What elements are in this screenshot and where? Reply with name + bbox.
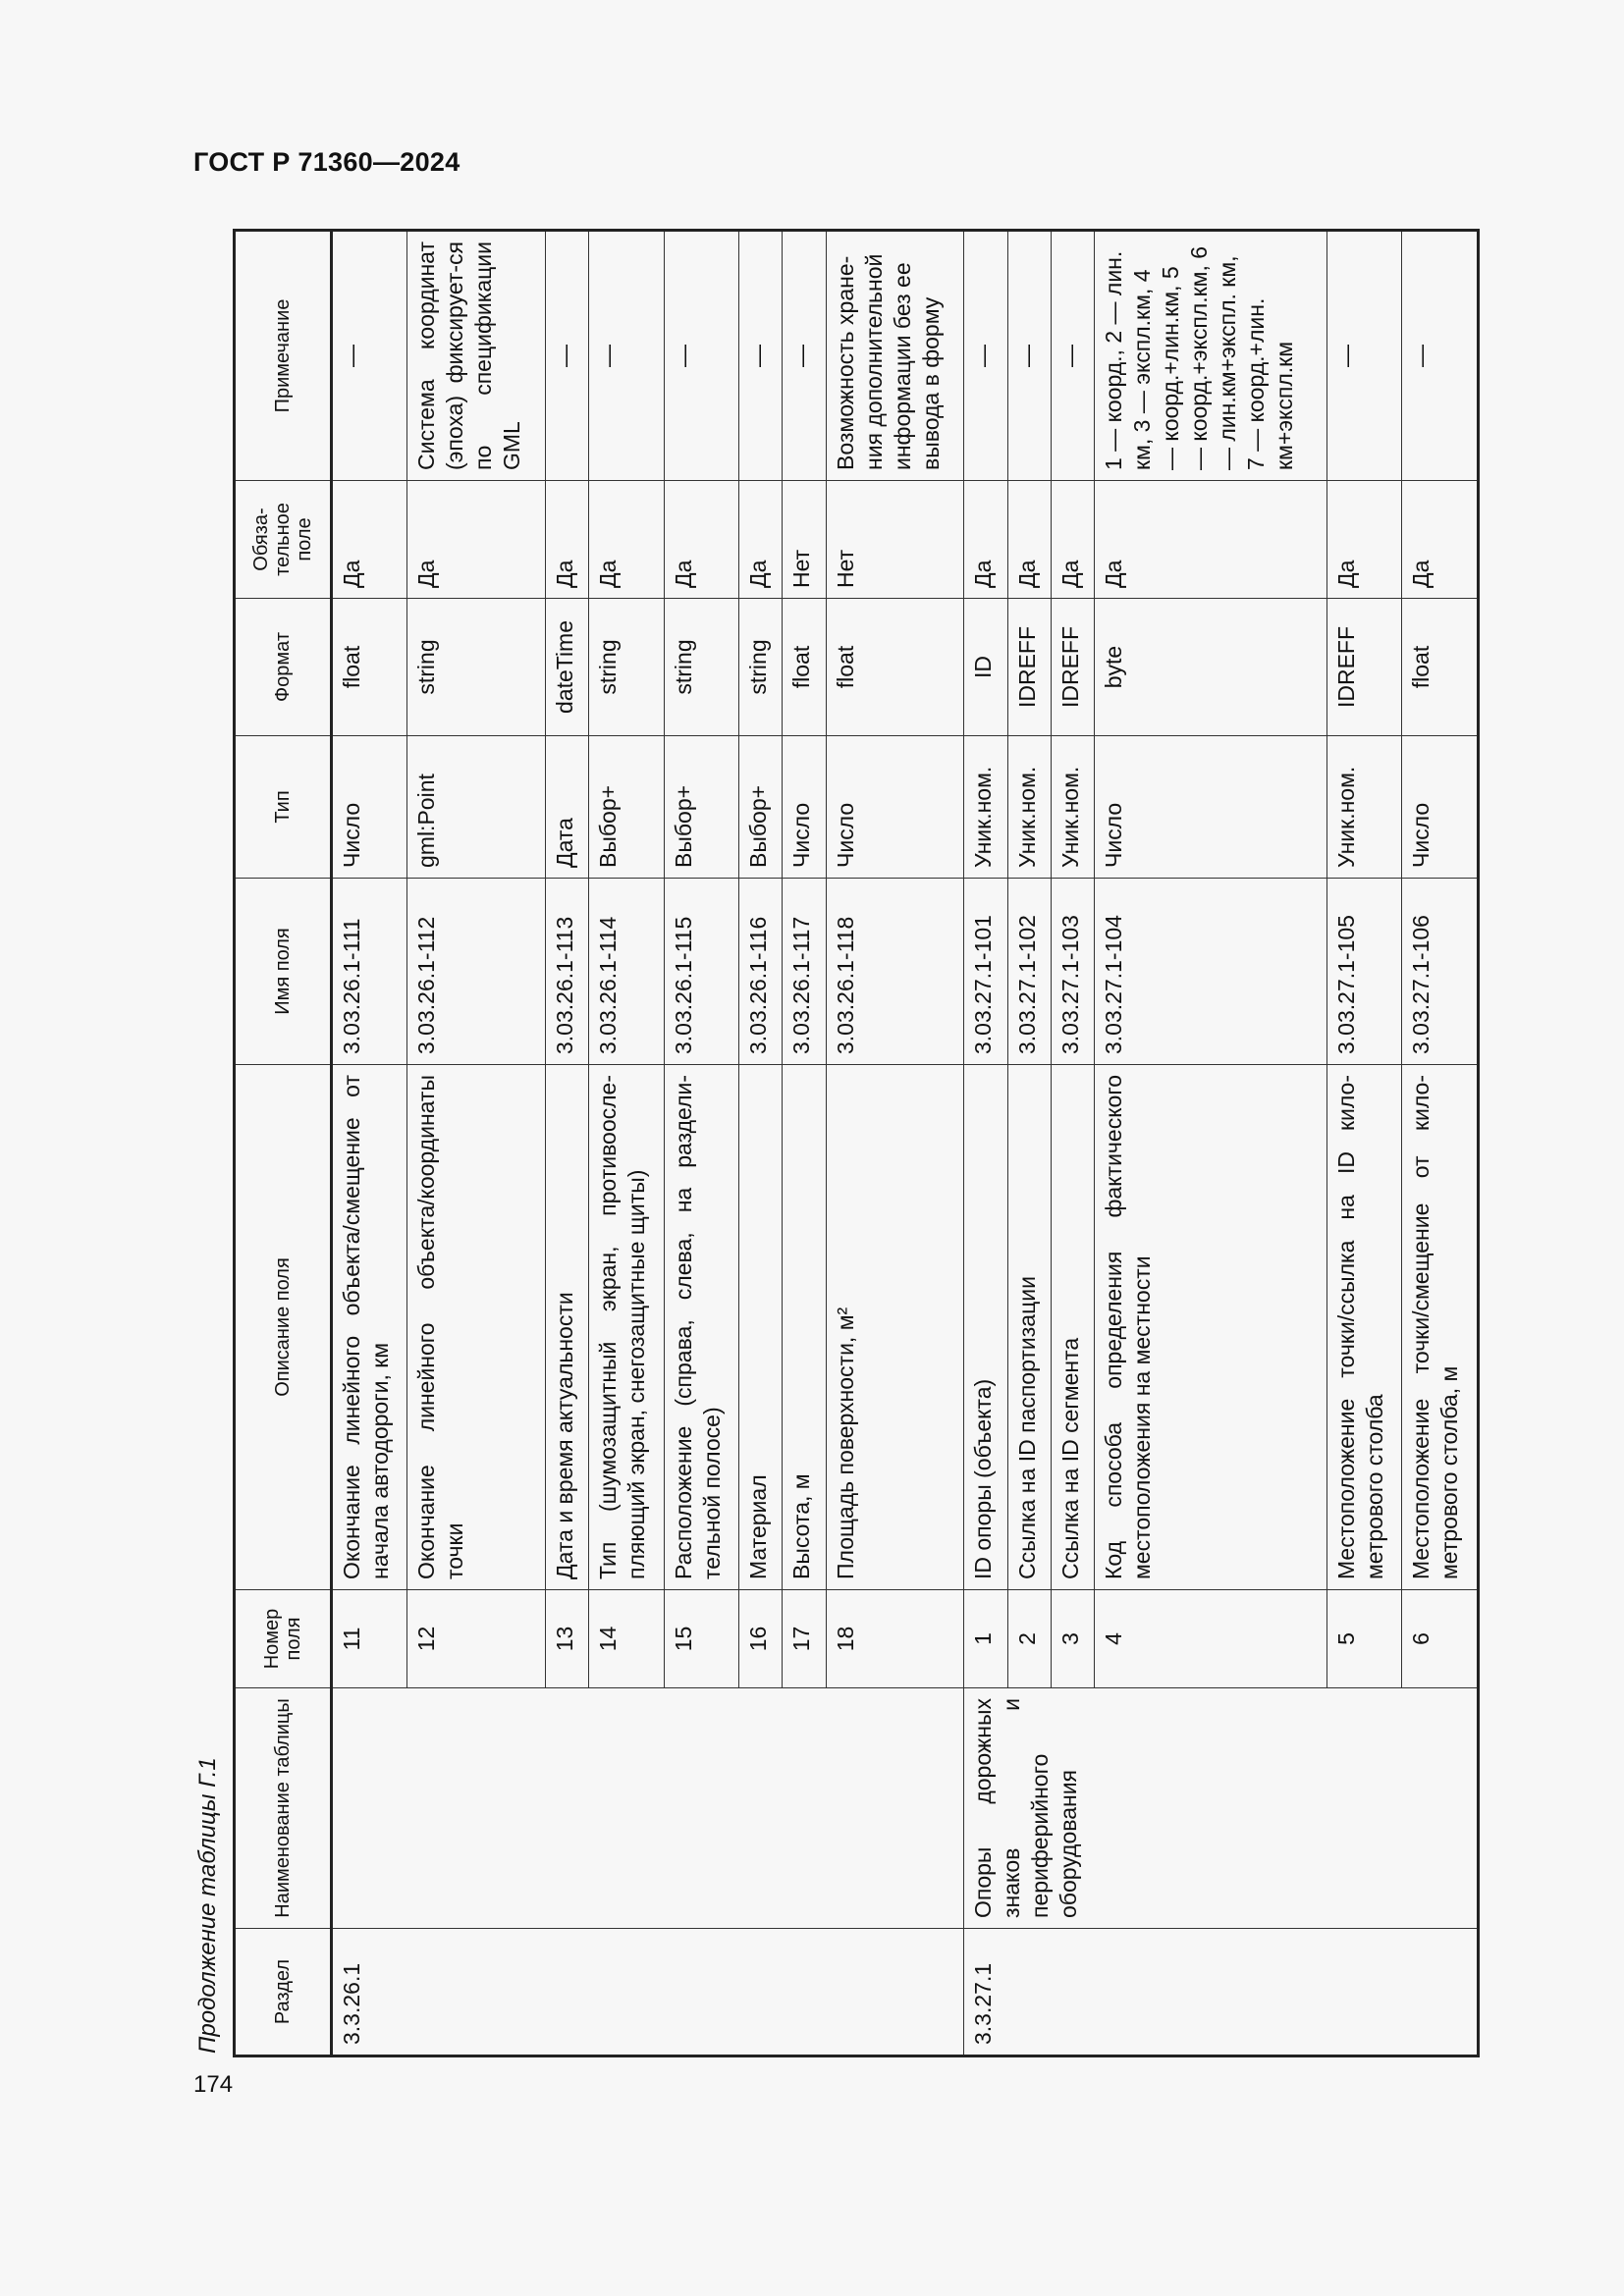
description-cell: Материал [739,1065,783,1590]
field-name-cell: 3.03.27.1-106 [1402,879,1479,1065]
format-cell: string [739,599,783,736]
field-name-cell: 3.03.26.1-117 [783,879,826,1065]
field-number-cell: 17 [783,1590,826,1688]
type-cell: Выбор+ [589,736,664,879]
note-cell: — [546,231,589,481]
type-cell: Выбор+ [739,736,783,879]
type-cell: Уник.ном. [964,736,1007,879]
format-cell: IDREFF [1327,599,1402,736]
header-row [235,231,332,2056]
note-cell: — [332,231,407,481]
table-caption: Продолжение таблицы Г.1 [194,1757,221,2054]
field-name-cell: 3.03.27.1-102 [1007,879,1051,1065]
note-cell: — [589,231,664,481]
column-header-table-name: Наименование таблицы [235,1688,332,1929]
type-cell: Выбор+ [664,736,738,879]
field-name-cell: 3.03.27.1-101 [964,879,1007,1065]
table-name-cell: Опоры дорожных знаков и периферийного оборудования [964,1688,1479,1929]
document-header: ГОСТ Р 71360—2024 [193,147,460,177]
required-cell: Да [1051,481,1094,599]
description-cell: Местоположение точки/ссылка на ID кило-метрового столба [1327,1065,1402,1590]
required-cell: Да [589,481,664,599]
field-name-cell: 3.03.27.1-104 [1095,879,1327,1065]
description-cell: Окончание линейного объекта/смещение от начала автодороги, км [332,1065,407,1590]
note-cell: — [664,231,738,481]
field-name-cell: 3.03.26.1-118 [826,879,964,1065]
field-number-cell: 6 [1402,1590,1479,1688]
description-cell: Код способа определения фактического местоположения на местности [1095,1065,1327,1590]
field-number-cell: 5 [1327,1590,1402,1688]
required-cell: Да [1007,481,1051,599]
type-cell: Дата [546,736,589,879]
page-number: 174 [193,2071,234,2098]
field-number-cell: 13 [546,1590,589,1688]
field-number-cell: 16 [739,1590,783,1688]
description-cell: Местоположение точки/смещение от кило-метрового столба, м [1402,1065,1479,1590]
note-cell: Возможность хране-ния дополнительной информации без ее вывода в форму [826,231,964,481]
type-cell: Уник.ном. [1007,736,1051,879]
required-cell: Да [1402,481,1479,599]
description-cell: Окончание линейного объекта/координаты точки [407,1065,546,1590]
section-cell: 3.3.26.1 [332,1929,964,2056]
format-cell: float [1402,599,1479,736]
description-cell: Ссылка на ID паспортизации [1007,1065,1051,1590]
type-cell: Число [1095,736,1327,879]
format-cell: float [332,599,407,736]
required-cell: Нет [783,481,826,599]
format-cell: string [407,599,546,736]
description-cell: Ссылка на ID сегмента [1051,1065,1094,1590]
type-cell: Уник.ном. [1051,736,1094,879]
field-name-cell: 3.03.27.1-105 [1327,879,1402,1065]
format-cell: float [783,599,826,736]
format-cell: string [664,599,738,736]
field-number-cell: 18 [826,1590,964,1688]
table-name-cell [332,1688,964,1929]
field-name-cell: 3.03.27.1-103 [1051,879,1094,1065]
column-header-note: Примечание [235,231,332,481]
description-cell: Тип (шумозащитный экран, противоосле-пляющий экран, снегозащитные щиты) [589,1065,664,1590]
format-cell: float [826,599,964,736]
field-number-cell: 12 [407,1590,546,1688]
description-cell: ID опоры (объекта) [964,1065,1007,1590]
required-cell: Да [1327,481,1402,599]
field-name-cell: 3.03.26.1-113 [546,879,589,1065]
note-cell: — [1327,231,1402,481]
format-cell: ID [964,599,1007,736]
column-header-field-number: Номер поля [235,1590,332,1688]
type-cell: Число [783,736,826,879]
note-cell: — [1051,231,1094,481]
field-number-cell: 3 [1051,1590,1094,1688]
table-row [964,231,1007,2056]
field-number-cell: 4 [1095,1590,1327,1688]
table-container [233,232,1480,2057]
format-cell: string [589,599,664,736]
field-number-cell: 2 [1007,1590,1051,1688]
required-cell: Да [1095,481,1327,599]
required-cell: Да [739,481,783,599]
field-number-cell: 15 [664,1590,738,1688]
field-name-cell: 3.03.26.1-114 [589,879,664,1065]
format-cell: dateTime [546,599,589,736]
type-cell: Число [332,736,407,879]
required-cell: Да [407,481,546,599]
column-header-type: Тип [235,736,332,879]
note-cell: — [964,231,1007,481]
format-cell: IDREFF [1007,599,1051,736]
note-cell: — [739,231,783,481]
column-header-section: Раздел [235,1929,332,2056]
format-cell: byte [1095,599,1327,736]
field-number-cell: 1 [964,1590,1007,1688]
description-cell: Расположение (справа, слева, на раздели-тельной полосе) [664,1065,738,1590]
required-cell: Да [664,481,738,599]
type-cell: Число [1402,736,1479,879]
column-header-format: Формат [235,599,332,736]
type-cell: Число [826,736,964,879]
field-number-cell: 14 [589,1590,664,1688]
note-cell: — [1402,231,1479,481]
type-cell: Уник.ном. [1327,736,1402,879]
note-cell: — [1007,231,1051,481]
description-cell: Высота, м [783,1065,826,1590]
type-cell: gml:Point [407,736,546,879]
column-header-description: Описание поля [235,1065,332,1590]
column-header-required: Обяза-тельное поле [235,481,332,599]
table-row [332,231,407,2056]
column-header-field-name: Имя поля [235,879,332,1065]
section-cell: 3.3.27.1 [964,1929,1479,2056]
field-name-cell: 3.03.26.1-115 [664,879,738,1065]
field-number-cell: 11 [332,1590,407,1688]
description-cell: Площадь поверхности, м² [826,1065,964,1590]
description-cell: Дата и время актуальности [546,1065,589,1590]
field-name-cell: 3.03.26.1-111 [332,879,407,1065]
required-cell: Да [964,481,1007,599]
field-name-cell: 3.03.26.1-116 [739,879,783,1065]
note-cell: 1 — коорд., 2 — лин. км, 3 — экспл.км, 4 — коорд.+лин.км, 5 — коорд.+экспл.км, 6 — лин.км+экспл. км, 7 — коорд.+лин. км+экспл.км [1095,231,1327,481]
required-cell: Нет [826,481,964,599]
field-name-cell: 3.03.26.1-112 [407,879,546,1065]
required-cell: Да [332,481,407,599]
note-cell: Система координат (эпоха) фиксирует-ся по спецификации GML [407,231,546,481]
format-cell: IDREFF [1051,599,1094,736]
note-cell: — [783,231,826,481]
field-spec-table [233,229,1480,2057]
required-cell: Да [546,481,589,599]
